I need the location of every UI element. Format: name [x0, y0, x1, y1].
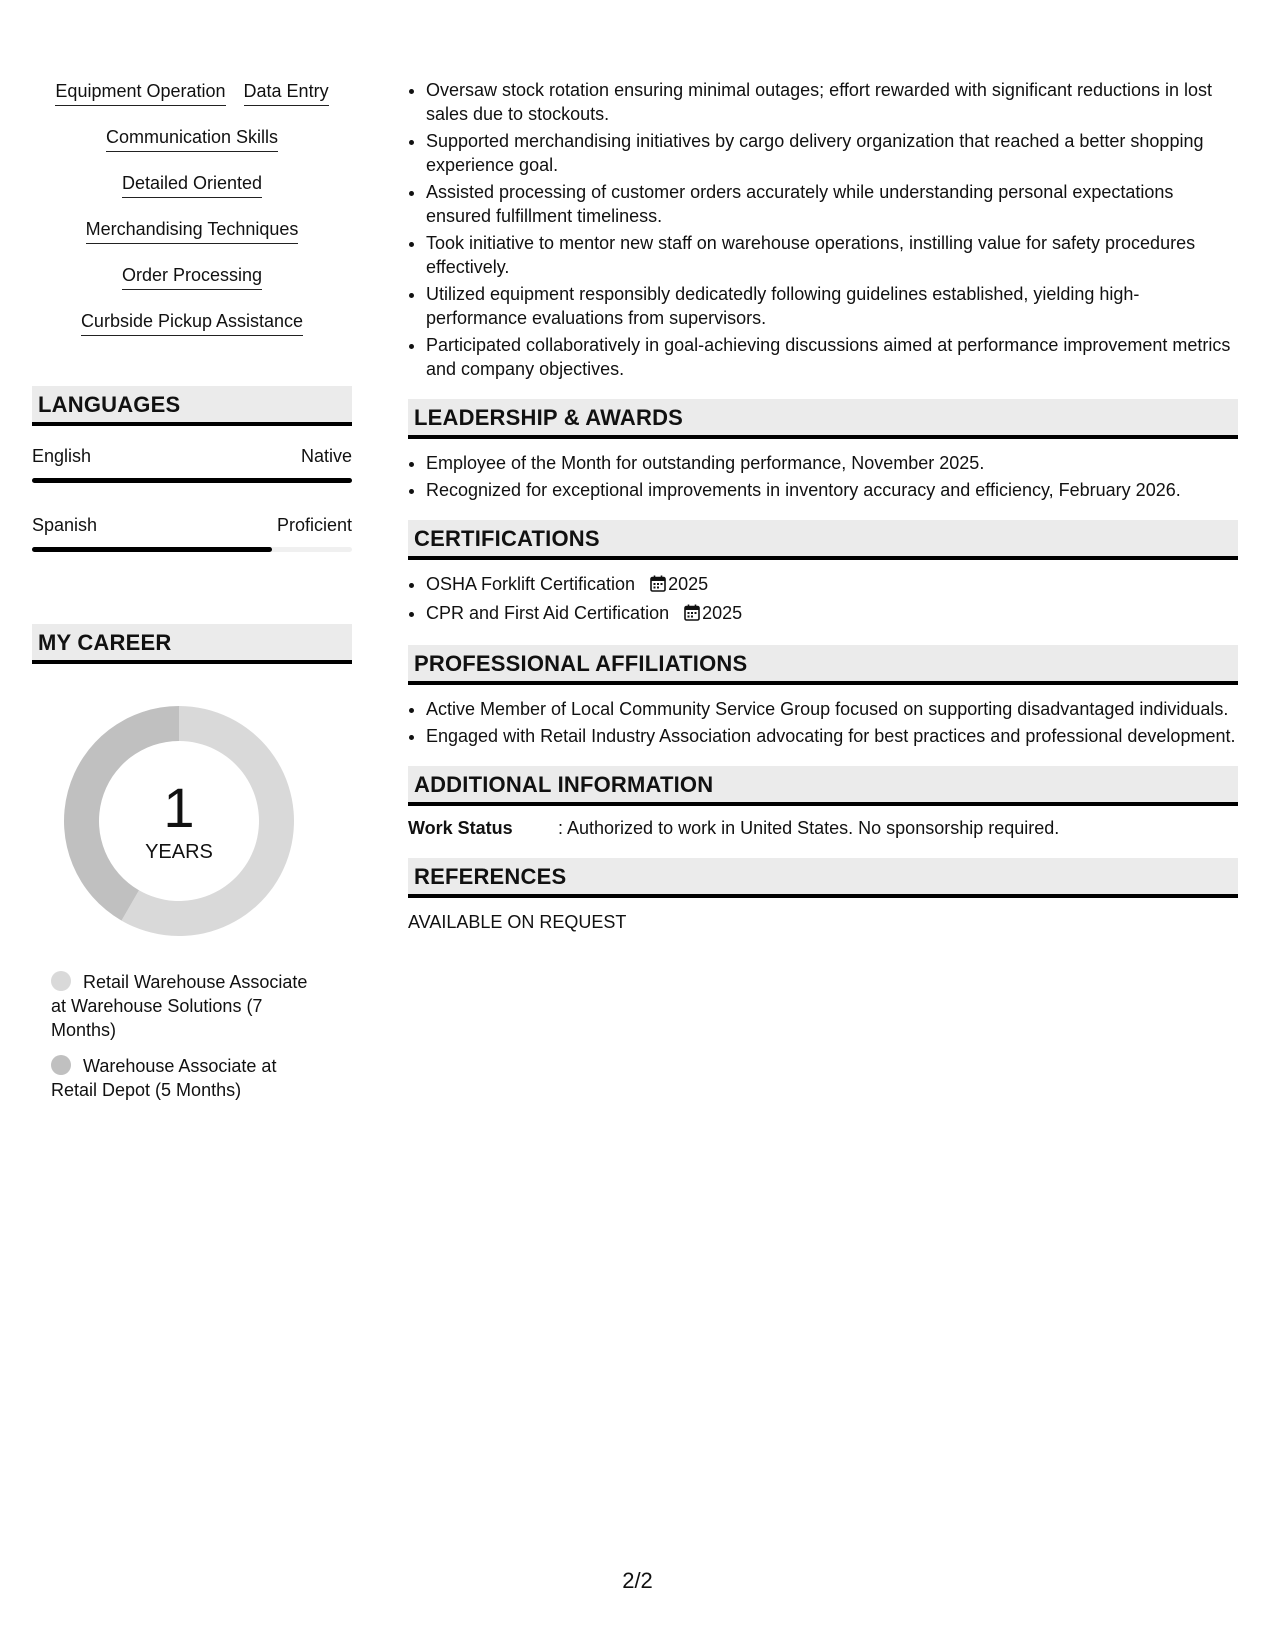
career-donut	[64, 706, 294, 936]
career-item	[51, 1054, 321, 1102]
additional-heading: ADDITIONAL INFORMATION	[408, 766, 1238, 806]
additional-section	[408, 766, 1238, 840]
calendar-icon	[650, 574, 666, 598]
skill-tag: Detailed Oriented	[122, 172, 262, 198]
experience-bullet: • Took initiative to mentor new staff on warehouse operations, instilling value for safety procedures effectively.	[426, 231, 1238, 279]
languages-section	[32, 386, 352, 552]
skills-list	[32, 80, 352, 356]
affiliation-item: • Active Member of Local Community Service Group focused on supporting disadvantaged individuals.	[426, 697, 1238, 721]
experience-bullet: • Participated collaboratively in goal-achieving discussions aimed at performance improvement metrics and company objectives.	[426, 333, 1238, 381]
references-heading: REFERENCES	[408, 858, 1238, 898]
legend-dot	[51, 971, 71, 991]
affiliations-heading: PROFESSIONAL AFFILIATIONS	[408, 645, 1238, 685]
career-total: 1	[163, 776, 195, 839]
skill-tag: Equipment Operation	[55, 80, 225, 106]
right-column	[408, 78, 1238, 934]
languages-heading: LANGUAGES	[32, 386, 352, 426]
experience-bullet: • Supported merchandising initiatives by cargo delivery organization that reached a better shopping experience goal.	[426, 129, 1238, 177]
language-level: Native	[300, 446, 352, 466]
references-section	[408, 858, 1238, 934]
legend-dot	[51, 1055, 71, 1075]
certifications-section	[408, 520, 1238, 627]
language-name: Spanish	[32, 515, 98, 535]
work-status-row	[408, 816, 1238, 840]
leadership-item: • Employee of the Month for outstanding performance, November 2025.	[426, 451, 1238, 475]
skill-tag: Communication Skills	[106, 126, 278, 152]
language-name: English	[32, 446, 92, 466]
leadership-item: • Recognized for exceptional improvements in inventory accuracy and efficiency, February 2026.	[426, 478, 1238, 502]
work-status-value: : Authorized to work in United States. No sponsorship required.	[558, 818, 1060, 838]
language-level: Proficient	[276, 515, 352, 535]
language-bar-fill	[32, 547, 272, 552]
career-item	[51, 970, 321, 1042]
language-bar	[32, 547, 352, 552]
certification-item	[426, 601, 1238, 627]
language-item	[32, 444, 352, 483]
leadership-section	[408, 399, 1238, 502]
left-column	[32, 80, 352, 1114]
skill-tag: Order Processing	[122, 264, 262, 290]
experience-bullet: • Oversaw stock rotation ensuring minimal outages; effort rewarded with significant reductions in lost sales due to stockouts.	[426, 78, 1238, 126]
certification-item	[426, 572, 1238, 598]
career-item-label: Warehouse Associate at Retail Depot (5 Months)	[51, 1056, 277, 1100]
certification-name: CPR and First Aid Certification	[426, 603, 670, 623]
certification-year: 2025	[668, 574, 709, 594]
skill-tag: Merchandising Techniques	[86, 218, 299, 244]
career-section	[32, 624, 352, 1102]
career-heading: MY CAREER	[32, 624, 352, 664]
language-bar-fill	[32, 478, 352, 483]
certifications-heading: CERTIFICATIONS	[408, 520, 1238, 560]
language-bar	[32, 478, 352, 483]
leadership-heading: LEADERSHIP & AWARDS	[408, 399, 1238, 439]
calendar-icon	[684, 603, 700, 627]
experience-bullets	[408, 78, 1238, 381]
skill-tag: Curbside Pickup Assistance	[81, 310, 303, 336]
experience-bullet: • Assisted processing of customer orders accurately while understanding personal expectations ensured fulfillment timeliness.	[426, 180, 1238, 228]
language-item	[32, 513, 352, 552]
certification-name: OSHA Forklift Certification	[426, 574, 636, 594]
work-status-label: Work Status	[408, 818, 513, 838]
career-unit: YEARS	[145, 841, 213, 863]
career-item-label: Retail Warehouse Associate at Warehouse Solutions (7 Months)	[51, 972, 308, 1040]
experience-bullet: • Utilized equipment responsibly dedicatedly following guidelines established, yielding high-performance evaluations from supervisors.	[426, 282, 1238, 330]
references-text: AVAILABLE ON REQUEST	[408, 912, 627, 932]
skill-tag: Data Entry	[244, 80, 329, 106]
page-number: 2/2	[622, 1568, 653, 1593]
career-legend	[51, 970, 321, 1102]
certification-year: 2025	[702, 603, 743, 623]
affiliation-item: • Engaged with Retail Industry Association advocating for best practices and professional development.	[426, 724, 1238, 748]
affiliations-section	[408, 645, 1238, 748]
